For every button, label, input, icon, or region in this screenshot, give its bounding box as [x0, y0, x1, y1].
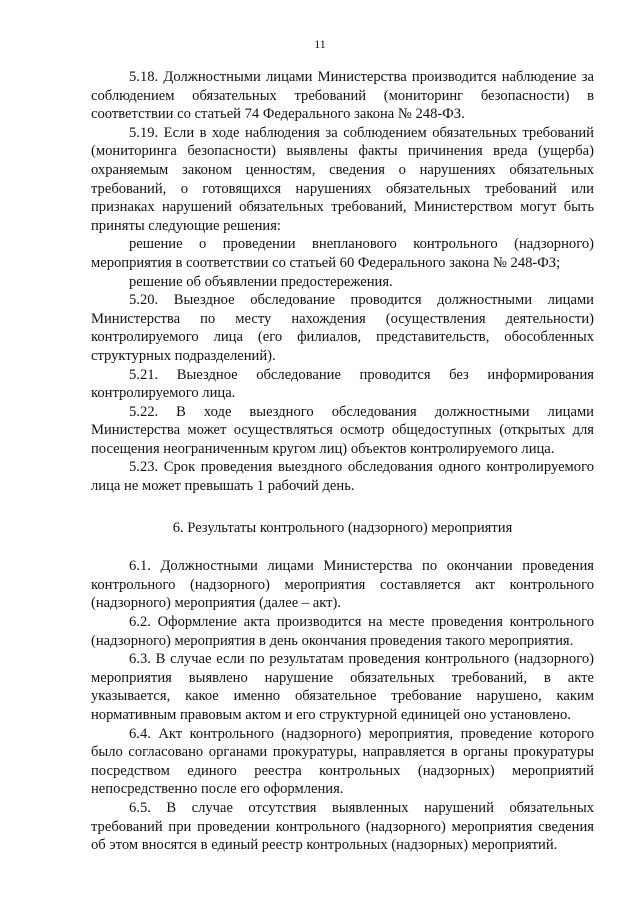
page-number: 11	[314, 37, 326, 51]
paragraph-5-22: 5.22. В ходе выездного обследования должностными лицами Министерства может осуществляться осмотр общедоступных (открытых для посещения неограниченным кругом лиц) объектов контролируемого лица.	[91, 403, 594, 457]
paragraph-5-21: 5.21. Выездное обследование проводится без информирования контролируемого лица.	[91, 366, 594, 402]
paragraph-6-2: 6.2. Оформление акта производится на месте проведения контрольного (надзорного) мероприятия в день окончания проведения такого мероприятия.	[91, 614, 594, 649]
paragraph-6-1: 6.1. Должностными лицами Министерства по окончании проведения контрольного (надзорного) мероприятия составляется акт контрольного (надзорного) мероприятия (далее – акт).	[91, 558, 594, 612]
paragraph-5-19: 5.19. Если в ходе наблюдения за соблюдением обязательных требований (мониторинга безопасности) выявлены факты причинения вреда (ущерба) охраняемым законом ценностям, сведения о нарушениях обязательных требований, о готовящихся нарушениях обязательных требований или признаках нарушений обязательных требований, Министерством могут быть приняты следующие решения:	[91, 124, 594, 234]
paragraph-decision-unscheduled: решение о проведении внепланового контрольного (надзорного) мероприятия в соответствии со статьей 60 Федерального закона № 248-ФЗ;	[91, 236, 594, 271]
paragraph-5-20: 5.20. Выездное обследование проводится должностными лицами Министерства по месту нахождения (осуществления деятельности) контролируемого лица (его филиалов, представительств, обособленных структурных подразделений).	[91, 292, 594, 364]
paragraph-decision-warning: решение об объявлении предостережения.	[129, 273, 393, 290]
paragraph-5-23: 5.23. Срок проведения выездного обследования одного контролируемого лица не может превышать 1 рабочий день.	[91, 459, 594, 495]
section-heading: 6. Результаты контрольного (надзорного) мероприятия	[172, 519, 513, 536]
document-body	[91, 68, 594, 855]
paragraph-5-18: 5.18. Должностными лицами Министерства производится наблюдение за соблюдением обязательных требований (мониторинг безопасности) в соответствии со статьей 74 Федерального закона № 248-ФЗ.	[91, 69, 594, 123]
paragraph-6-4: 6.4. Акт контрольного (надзорного) мероприятия, проведение которого было согласовано органами прокуратуры, направляется в органы прокуратуры посредством единого реестра контрольных (надзорных) мероприятий непосредственно после его оформления.	[91, 725, 594, 798]
paragraph-6-3: 6.3. В случае если по результатам проведения контрольного (надзорного) мероприятия выявлено нарушение обязательных требований, в акте указывается, какое именно обязательное требование нарушено, каким нормативным правовым актом и его структурной единицей оно установлено.	[91, 651, 594, 723]
paragraph-6-5: 6.5. В случае отсутствия выявленных нарушений обязательных требований при проведении контрольного (надзорного) мероприятия сведения об этом вносятся в единый реестр контрольных (надзорных) мероприятий.	[91, 799, 594, 854]
